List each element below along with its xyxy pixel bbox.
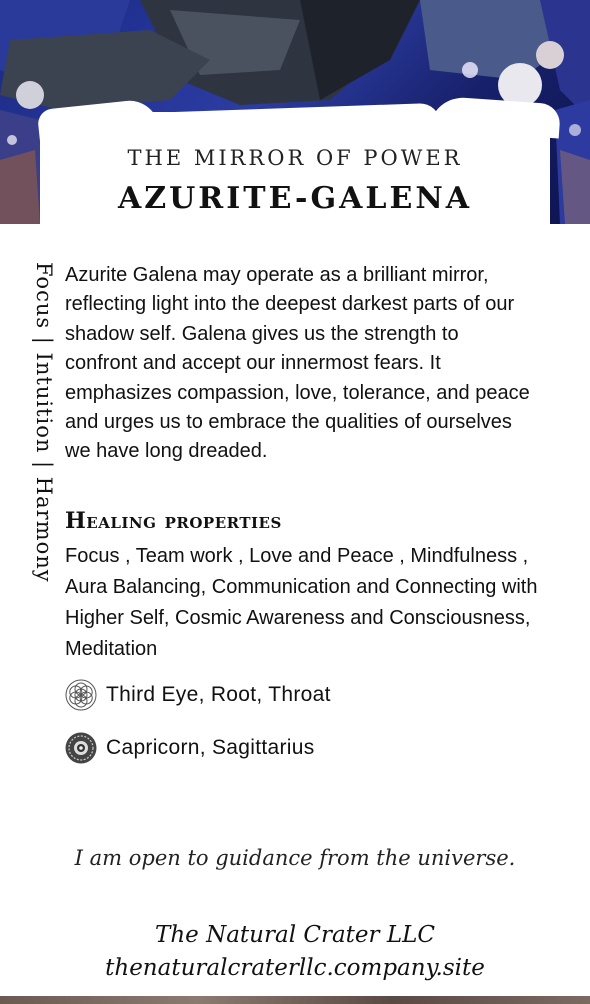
company-website-link[interactable]: thenaturalcraterllc.company.site [105,955,485,981]
healing-properties-text: Focus , Team work , Love and Peace , Mindfulness , Aura Balancing, Communication and Connecting with Higher Self, Cosmic Awareness and Consciousness, Meditation [65,545,538,660]
healing-heading: Healing properties [65,508,282,534]
chakra-text: Third Eye, Root, Throat [106,683,331,706]
chakra-row [64,678,331,712]
company-name: The Natural Crater LLC [155,922,435,948]
flower-of-life-icon [64,678,98,712]
page-subtitle: THE MIRROR OF POWER [127,146,463,170]
zodiac-text: Capricorn, Sagittarius [106,736,315,759]
description-paragraph: Azurite Galena may operate as a brilliant mirror, reflecting light into the deepest darkest parts of our shadow self. Galena gives us the strength to confront and accept our innermost fears. It emphasizes compassion, love, tolerance, and peace and urges us to embrace the qualities of ourselves we have long dreaded. [65,264,530,463]
bottom-image-strip [0,996,590,1004]
zodiac-row [64,731,315,765]
zodiac-wheel-icon [64,731,98,765]
affirmation-text: I am open to guidance from the universe. [74,846,516,870]
keywords-vertical: Focus | Intuition | Harmony [32,262,56,583]
page-title: AZURITE-GALENA [117,181,473,216]
